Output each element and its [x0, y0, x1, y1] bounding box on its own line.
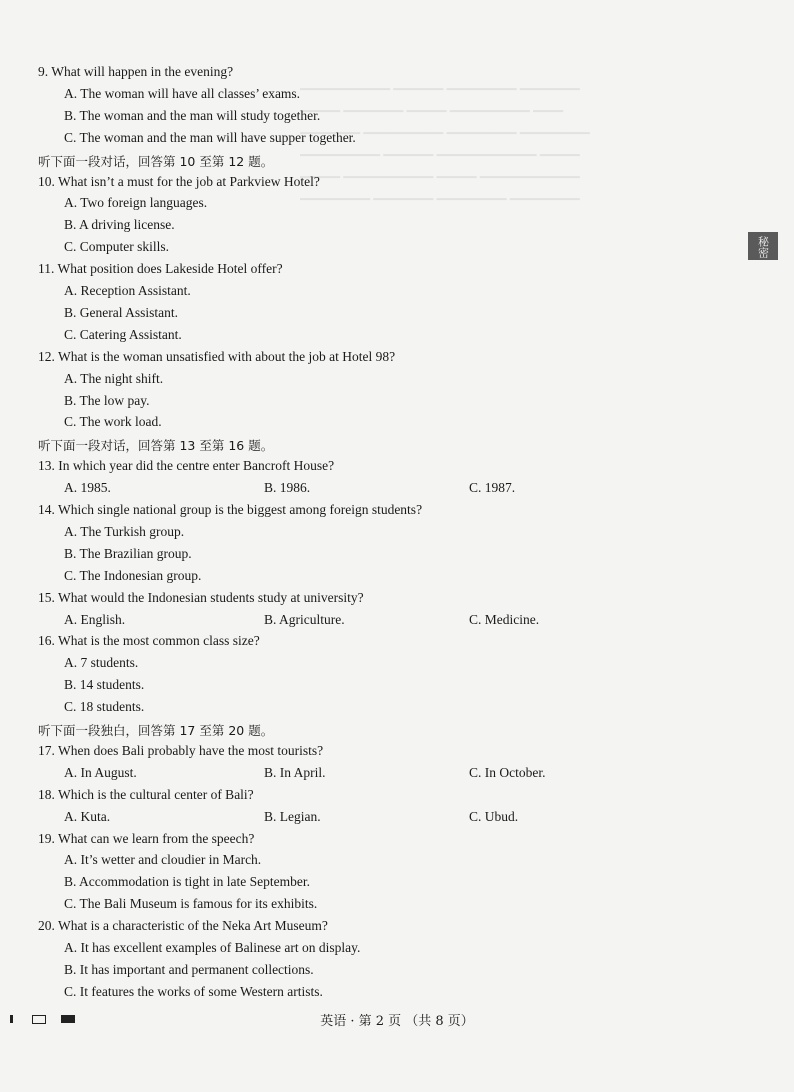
question: 18. Which is the cultural center of Bali? [38, 786, 254, 802]
answer-option: A. The Turkish group. [64, 523, 185, 539]
question: 10. What isn’t a must for the job at Parkview Hotel? [38, 173, 320, 189]
option-row [64, 765, 624, 785]
option-c: C. 1987. [469, 480, 516, 496]
option-b: B. Agriculture. [264, 611, 345, 627]
section-instruction: 听下面一段独白，回答第 17 至第 20 题。 [38, 723, 274, 738]
answer-option: C. 18 students. [64, 699, 145, 715]
option-row [64, 480, 624, 500]
answer-option: B. It has important and permanent collections. [64, 961, 314, 977]
answer-option: B. A driving license. [64, 217, 175, 233]
answer-option: A. The night shift. [64, 370, 164, 386]
option-b: B. 1986. [264, 480, 311, 496]
question: 16. What is the most common class size? [38, 633, 260, 649]
answer-option: B. The low pay. [64, 392, 150, 408]
page-footer [0, 1010, 794, 1030]
answer-option: C. Catering Assistant. [64, 326, 182, 342]
option-a: A. Kuta. [64, 808, 111, 824]
answer-option: A. It’s wetter and cloudier in March. [64, 852, 262, 868]
answer-option: C. The woman and the man will have supper together. [64, 129, 356, 145]
question: 11. What position does Lakeside Hotel offer? [38, 261, 283, 277]
section-instruction: 听下面一段对话，回答第 10 至第 12 题。 [38, 153, 274, 169]
question: 13. In which year did the centre enter Bancroft House? [38, 458, 335, 474]
answer-option: B. The Brazilian group. [64, 545, 192, 561]
option-c: C. Ubud. [469, 808, 519, 824]
option-b: B. In April. [264, 764, 326, 780]
reverse-side-bleed-through: ▁▁▁▁▁▁▁▁▁ ▁▁▁▁▁ ▁▁▁▁▁▁▁ ▁▁▁▁▁▁ ▁▁▁▁ ▁▁▁▁▁▁ ▁▁▁▁ ▁▁▁▁▁▁▁▁ ▁▁▁ ▁▁▁▁▁▁ ▁▁▁▁▁▁▁▁ ▁▁▁▁▁▁▁ ▁▁▁▁▁▁▁ ▁▁▁▁▁▁▁▁ ▁▁▁▁▁ ▁▁▁▁▁▁▁▁▁▁ ▁▁▁▁ ▁▁▁▁ ▁▁▁▁▁▁▁▁▁ ▁▁▁▁ ▁▁▁▁▁▁▁▁▁▁ ▁▁▁▁▁▁▁ ▁▁▁▁▁▁ ▁▁▁▁▁▁▁ ▁▁▁▁▁▁▁ [300, 75, 590, 200]
answer-option: A. It has excellent examples of Balinese art on display. [64, 940, 361, 955]
question: 12. What is the woman unsatisfied with about the job at Hotel 98? [38, 348, 396, 364]
question: 14. Which single national group is the biggest among foreign students? [38, 502, 423, 517]
answer-option: A. 7 students. [64, 655, 139, 671]
question: 19. What can we learn from the speech? [38, 830, 255, 846]
question: 20. What is a characteristic of the Neka Art Museum? [38, 918, 328, 934]
option-b: B. Legian. [264, 808, 321, 824]
answer-option: A. Two foreign languages. [64, 195, 208, 211]
question: 15. What would the Indonesian students study at university? [38, 589, 364, 605]
answer-option: B. The woman and the man will study together. [64, 107, 321, 123]
answer-option: B. Accommodation is tight in late September. [64, 874, 310, 890]
option-a: A. English. [64, 611, 126, 627]
page-number: 英语 · 第 2 页 （共 8 页） [320, 1014, 474, 1029]
option-a: A. 1985. [64, 480, 111, 496]
section-instruction: 听下面一段对话，回答第 13 至第 16 题。 [38, 438, 274, 454]
confidential-side-tab: 秘密 [748, 232, 778, 260]
option-a: A. In August. [64, 764, 137, 780]
question: 9. What will happen in the evening? [38, 64, 234, 79]
question: 17. When does Bali probably have the most tourists? [38, 742, 324, 758]
option-c: C. In October. [469, 764, 546, 780]
answer-option: C. The work load. [64, 414, 162, 430]
answer-option: C. It features the works of some Western artists. [64, 983, 323, 999]
answer-option: C. Computer skills. [64, 239, 170, 255]
answer-option: B. General Assistant. [64, 304, 178, 320]
answer-option: C. The Bali Museum is famous for its exhibits. [64, 896, 318, 912]
option-c: C. Medicine. [469, 611, 540, 627]
answer-option: B. 14 students. [64, 677, 145, 693]
option-row [64, 612, 624, 632]
answer-option: A. The woman will have all classes’ exams. [64, 85, 301, 101]
option-row [64, 809, 624, 829]
answer-option: C. The Indonesian group. [64, 567, 202, 583]
answer-option: A. Reception Assistant. [64, 283, 191, 298]
